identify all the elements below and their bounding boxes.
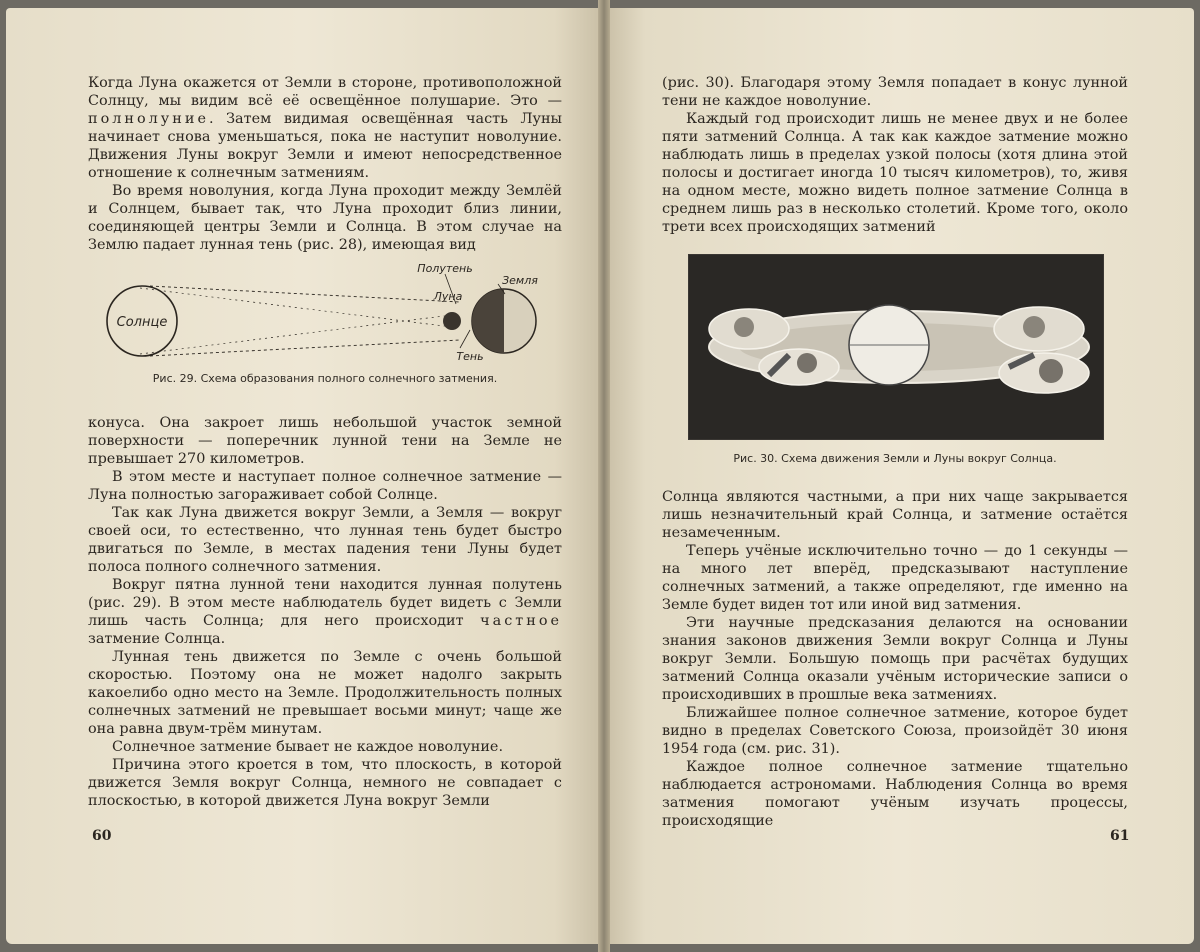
paragraph: Во время новолуния, когда Луна проходит между Землёй и Солнцем, бывает так, что Луна проходит близ линии, соединяющей центры Земли и Солнца. В этом случае на Землю падает лунная тень (рис. 28), имеющая вид [88,183,562,253]
book-gutter [598,0,610,952]
paragraph: конуса. Она закроет лишь небольшой участок земной поверхности — поперечник лунной тени на Земле не превышает 270 километров. [88,415,562,467]
figure-30-caption: Рис. 30. Схема движения Земли и Луны вокруг Солнца. [733,452,1057,465]
right-text-bottom [662,488,1128,830]
right-text-top [662,74,1128,236]
paragraph: (рис. 30). Благодаря этому Земля попадает в конус лунной тени не каждое новолуние. [662,75,1128,109]
eclipse-diagram [100,262,560,372]
orbit-photo [688,254,1104,440]
left-text-bottom [88,414,562,810]
paragraph: Ближайшее полное солнечное затмение, которое будет видно в пределах Советского Союза, произойдёт 30 июня 1954 года (см. рис. 31). [662,705,1128,757]
figure-29-caption: Рис. 29. Схема образования полного солнечного затмения. [152,372,498,385]
paragraph: Причина этого кроется в том, что плоскость, в которой движется Земля вокруг Солнца, немного не совпадает с плоскостью, в которой движется Луна вокруг Земли [88,757,562,809]
paragraph: Солнца являются частными, а при них чаще закрывается лишь незначительный край Солнца, и затмение остаётся незамеченным. [662,489,1128,541]
shadow-label: Тень [456,350,484,363]
paragraph: Так как Луна движется вокруг Земли, а Земля — вокруг своей оси, то естественно, что лунная тень будет быстро двигаться по Земле, в местах падения тени Луны будет полоса полного солнечного затмения. [88,505,562,575]
orbit-illustration [689,255,1103,439]
term-full-moon: полнолуние [88,111,209,127]
paragraph: Каждое полное солнечное затмение тщательно наблюдается астрономами. Наблюдения Солнца во время затмения помогают учёным изучать процессы, происходящие [662,759,1128,829]
sun-label: Солнце [116,315,168,330]
paragraph: Лунная тень движется по Земле с очень большой скоростью. Поэтому она не может надолго закрыть какоелибо одно место на Земле. Продолжительность полных солнечных затмений не превышает восьми минут; чаще же она равна двум-трём минутам. [88,649,562,737]
moon-circle [443,312,461,330]
moon-label: Луна [433,290,463,303]
page-number-left: 60 [92,828,112,844]
paragraph: Эти научные предсказания делаются на основании знания законов движения Земли вокруг Солнца и Луны вокруг Земли. Большую помощь при расчётах будущих затмений Солнца оказали учёным исторические записи о происходивших в прошлые века затмениях. [662,615,1128,703]
page-number-right: 61 [1110,828,1130,844]
paragraph: Вокруг пятна лунной тени находится лунная полутень (рис. 29). В этом месте наблюдатель будет видеть с Земли лишь часть Солнца; для него происходит частное затмение Солнца. [88,577,562,647]
paragraph: Когда Луна окажется от Земли в стороне, противоположной Солнцу, мы видим всё её освещённое полушарие. Это — полнолуние. Затем видимая освещённая часть Луны начинает снова уменьшаться, пока не наступит новолуние. Движения Луны вокруг Земли и имеют непосредственное отношение к солнечным затмениям. [88,75,562,181]
penumbra-label: Полутень [417,262,473,275]
paragraph: Солнечное затмение бывает не каждое новолуние. [112,739,504,755]
paragraph: В этом месте и наступает полное солнечное затмение — Луна полностью загораживает собой Солнце. [88,469,562,503]
earth-label: Земля [502,274,538,287]
paragraph: Теперь учёные исключительно точно — до 1 секунды — на много лет вперёд, предсказывают наступление солнечных затмений, а также определяют, где именно на Земле будет виден тот или иной вид затмения. [662,543,1128,613]
term-partial: частное [480,613,562,629]
paragraph: Каждый год происходит лишь не менее двух и не более пяти затмений Солнца. А так как каждое затмение можно наблюдать лишь в пределах узкой полосы (хотя длина этой полосы и достигает иногда 10 тысяч километров), то, живя на одном месте, можно видеть полное затмение Солнца в среднем лишь раз в несколько столетий. Кроме того, около трети всех происходящих затмений [662,111,1128,235]
left-text-top [88,74,562,254]
